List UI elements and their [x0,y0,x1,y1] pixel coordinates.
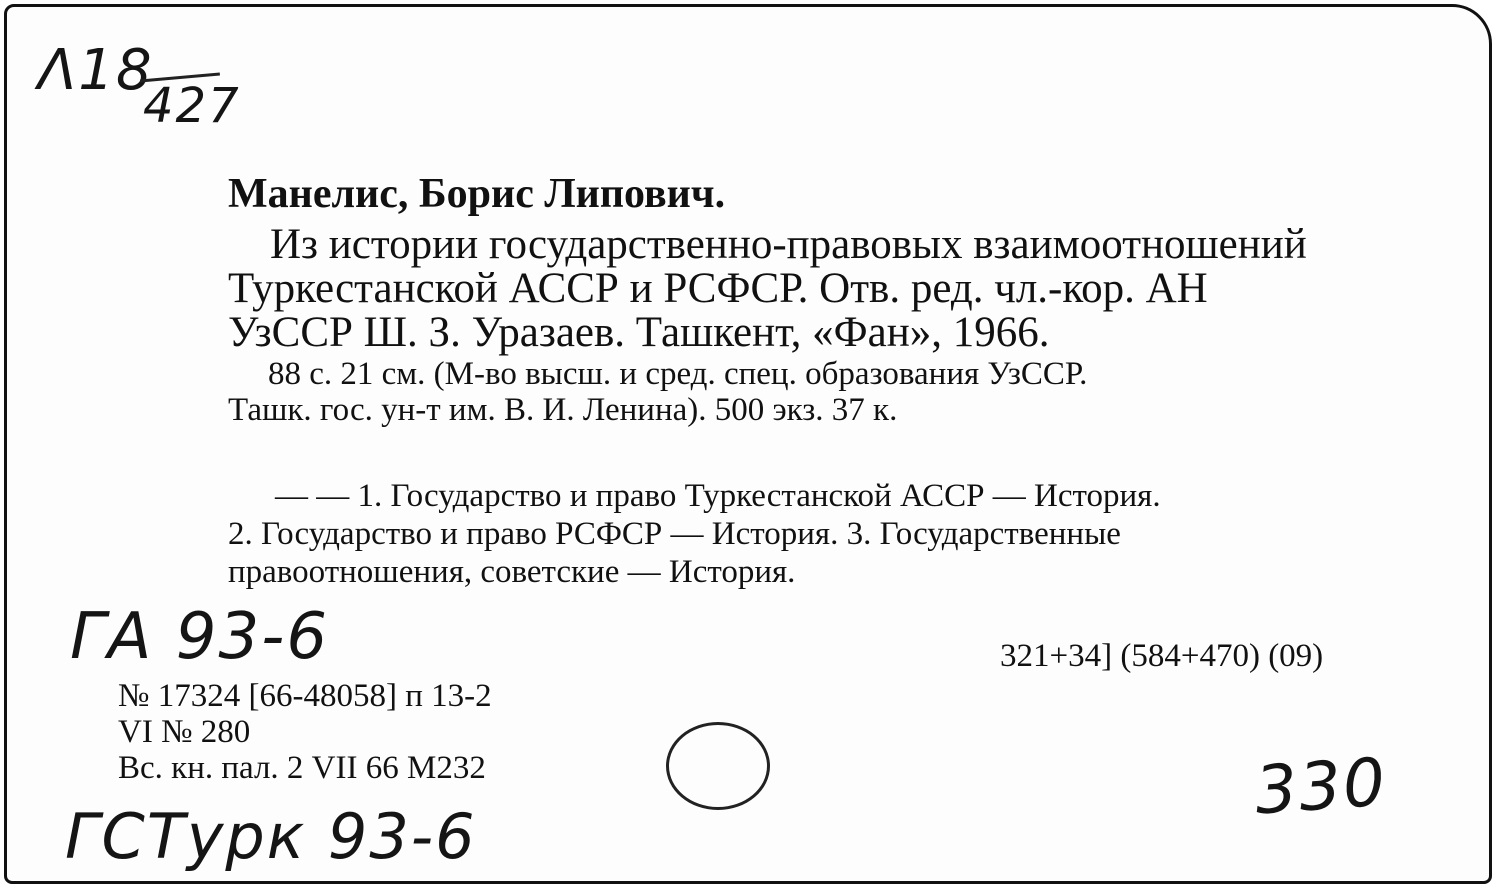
description-line-1: 88 с. 21 см. (М-во высш. и сред. спец. образования УзССР. [268,356,1088,392]
footer-line-1: № 17324 [66-48058] п 13-2 [118,678,492,714]
author-heading: Манелис, Борис Липович. [228,171,726,217]
hand-drawn-circle [666,722,770,810]
footer-line-3: Вс. кн. пал. 2 VII 66 М232 [118,750,486,786]
description-line-2: Ташк. гос. ун-т им. В. И. Ленина). 500 экз. 37 к. [228,392,898,428]
title-line-1: Из истории государственно-правовых взаимоотношений [270,221,1307,268]
subject-line-2: 2. Государство и право РСФСР — История. 3. Государственные [228,516,1121,552]
handwritten-code-gsturk: ГСТурк 93-6 [65,800,477,873]
shelfmark-fraction: 427 [143,78,241,134]
classification-index: 321+34] (584+470) (09) [1000,638,1324,674]
subject-line-3: правоотношения, советские — История. [228,554,796,590]
subject-line-1: — — 1. Государство и право Туркестанской АССР — История. [275,478,1161,514]
handwritten-number: 330 [1252,743,1390,830]
footer-line-2: VI № 280 [118,714,251,750]
handwritten-code-ga: ГА 93-6 [70,600,330,674]
title-line-2: Туркестанской АССР и РСФСР. Отв. ред. чл.-кор. АН [228,265,1208,312]
shelfmark-top: Λ18 [38,38,154,103]
title-line-3: УзССР Ш. З. Уразаев. Ташкент, «Фан», 1966. [228,309,1050,356]
